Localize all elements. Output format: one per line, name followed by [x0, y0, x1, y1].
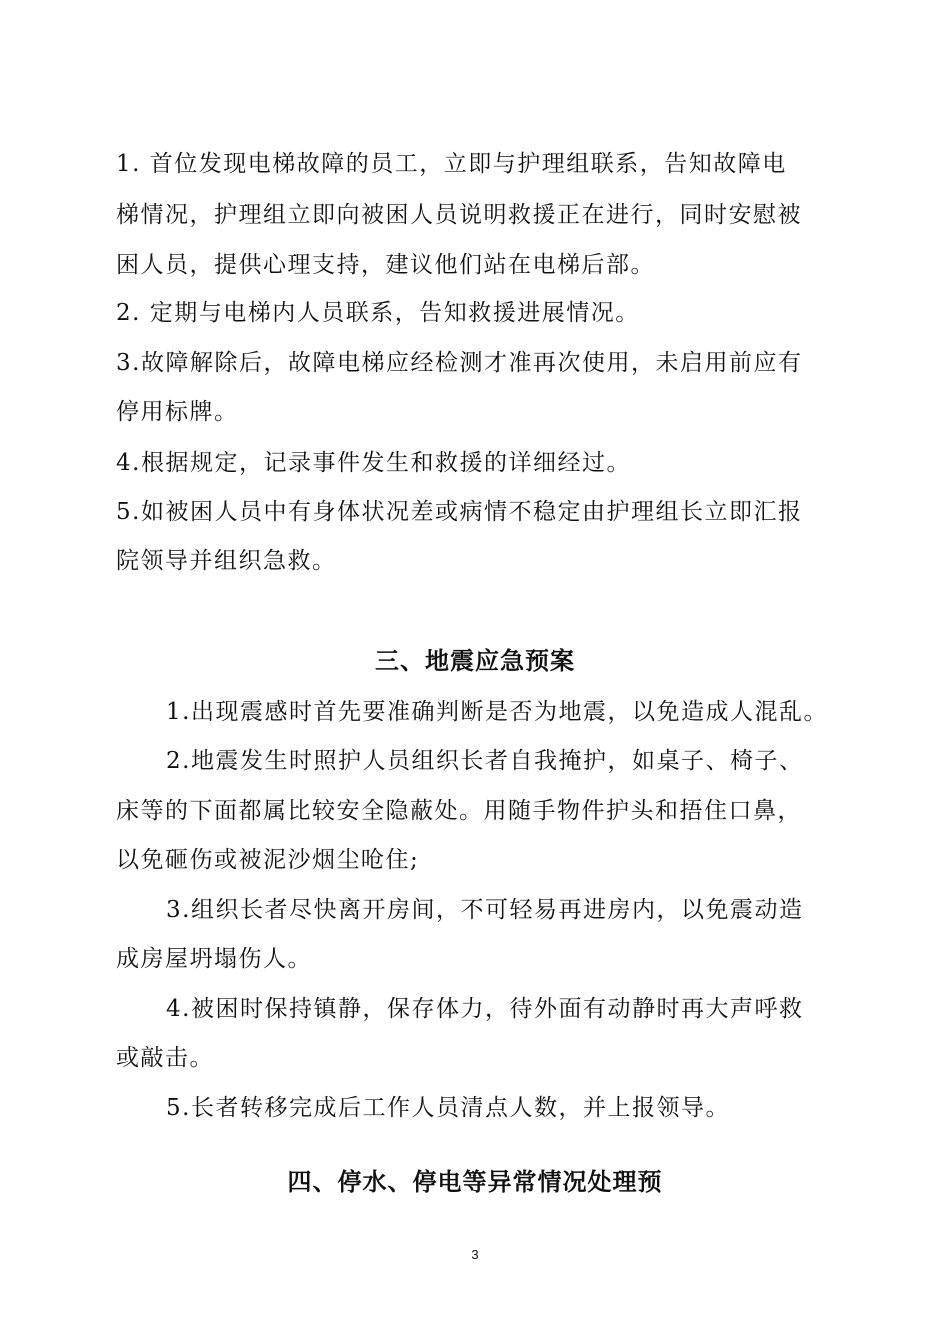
paragraph-line: 2. 定期与电梯内人员联系，告知救援进展情况。 [116, 300, 640, 326]
paragraph-line: 4.被困时保持镇静，保存体力，待外面有动静时再大声呼救 [166, 996, 804, 1022]
paragraph-line: 或敲击。 [116, 1045, 214, 1071]
paragraph-line: 停用标牌。 [116, 399, 239, 425]
paragraph-line: 床等的下面都属比较安全隐蔽处。用随手物件护头和捂住口鼻， [116, 798, 802, 824]
paragraph-line: 成房屋坍塌伤人。 [116, 946, 312, 972]
paragraph-line: 4.根据规定，记录事件发生和救援的详细经过。 [116, 450, 631, 476]
section-heading-earthquake: 三、地震应急预案 [375, 647, 575, 675]
paragraph-line: 2.地震发生时照护人员组织长者自我掩护，如桌子、椅子、 [166, 748, 804, 774]
paragraph-line: 以免砸伤或被泥沙烟尘呛住; [116, 847, 420, 873]
paragraph-line: 困人员，提供心理支持，建议他们站在电梯后部。 [116, 252, 655, 278]
paragraph-line: 3.故障解除后，故障电梯应经检测才准再次使用，未启用前应有 [116, 350, 803, 376]
paragraph-line: 1. 首位发现电梯故障的员工，立即与护理组联系，告知故障电 [116, 151, 787, 177]
paragraph-line: 梯情况，护理组立即向被困人员说明救援正在进行，同时安慰被 [116, 202, 802, 228]
paragraph-line: 5.长者转移完成后工作人员清点人数，并上报领导。 [166, 1095, 730, 1121]
section-heading-utilities: 四、停水、停电等异常情况处理预 [287, 1168, 663, 1196]
paragraph-line: 5.如被困人员中有身体状况差或病情不稳定由护理组长立即汇报 [116, 499, 803, 525]
paragraph-line: 院领导并组织急救。 [116, 548, 337, 574]
paragraph-line: 1.出现震感时首先要准确判断是否为地震，以免造成人混乱。 [166, 699, 828, 725]
page-number: 3 [471, 1247, 479, 1262]
paragraph-line: 3.组织长者尽快离开房间，不可轻易再进房内，以免震动造 [166, 897, 804, 923]
